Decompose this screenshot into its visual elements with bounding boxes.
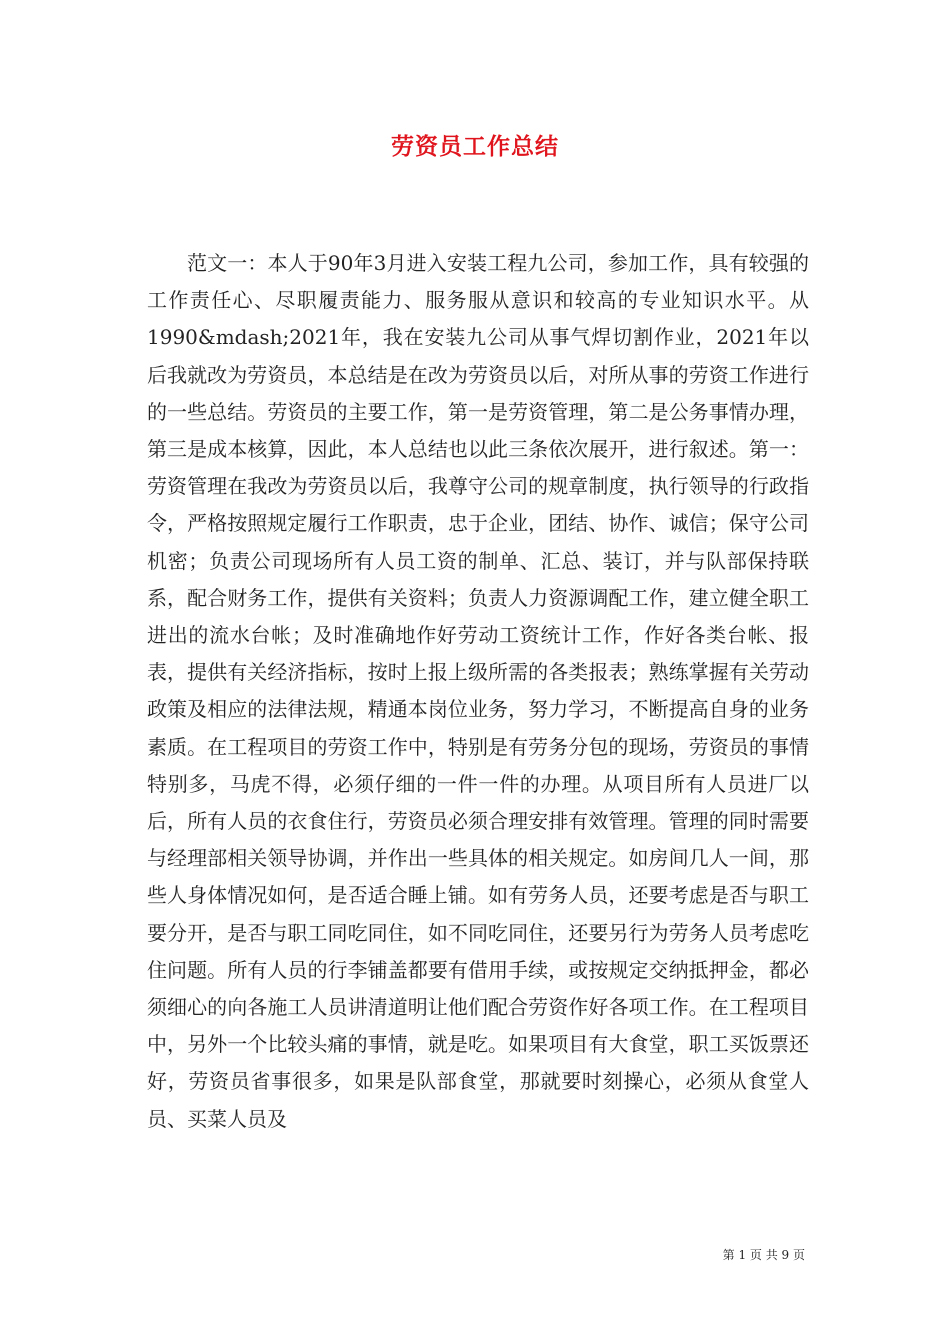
- body-paragraph: 范文一：本人于90年3月进入安装工程九公司，参加工作，具有较强的工作责任心、尽职履责能力、服务服从意识和较高的专业知识水平。从1990&mdash;2021年，我在安装九公司从事气焊切割作业，2021年以后我就改为劳资员，本总结是在改为劳资员以后，对所从事的劳资工作进行的一些总结。劳资员的主要工作，第一是劳资管理，第二是公务事情办理，第三是成本核算，因此，本人总结也以此三条依次展开，进行叙述。第一：劳资管理在我改为劳资员以后，我尊守公司的规章制度，执行领导的行政指令，严格按照规定履行工作职责，忠于企业，团结、协作、诚信；保守公司机密；负责公司现场所有人员工资的制单、汇总、装订，并与队部保持联系，配合财务工作，提供有关资料；负责人力资源调配工作，建立健全职工进出的流水台帐；及时准确地作好劳动工资统计工作，作好各类台帐、报表，提供有关经济指标，按时上报上级所需的各类报表；熟练掌握有关劳动政策及相应的法律法规，精通本岗位业务，努力学习，不断提高自身的业务素质。在工程项目的劳资工作中，特别是有劳务分包的现场，劳资员的事情特别多，马虎不得，必须仔细的一件一件的办理。从项目所有人员进厂以后，所有人员的衣食住行，劳资员必须合理安排有效管理。管理的同时需要与经理部相关领导协调，并作出一些具体的相关规定。如房间几人一间，那些人身体情况如何，是否适合睡上铺。如有劳务人员，还要考虑是否与职工要分开，是否与职工同吃同住，如不同吃同住，还要另行为劳务人员考虑吃住问题。所有人员的行李铺盖都要有借用手续，或按规定交纳抵押金，都必须细心的向各施工人员讲清道明让他们配合劳资作好各项工作。在工程项目中，另外一个比较头痛的事情，就是吃。如果项目有大食堂，职工买饭票还好，劳资员省事很多，如果是队部食堂，那就要时刻操心，必须从食堂人员、买菜人员及: [147, 251, 809, 1131]
- document-title: 劳资员工作总结: [391, 134, 559, 160]
- page-footer: 第 1 页 共 9 页: [722, 1248, 805, 1262]
